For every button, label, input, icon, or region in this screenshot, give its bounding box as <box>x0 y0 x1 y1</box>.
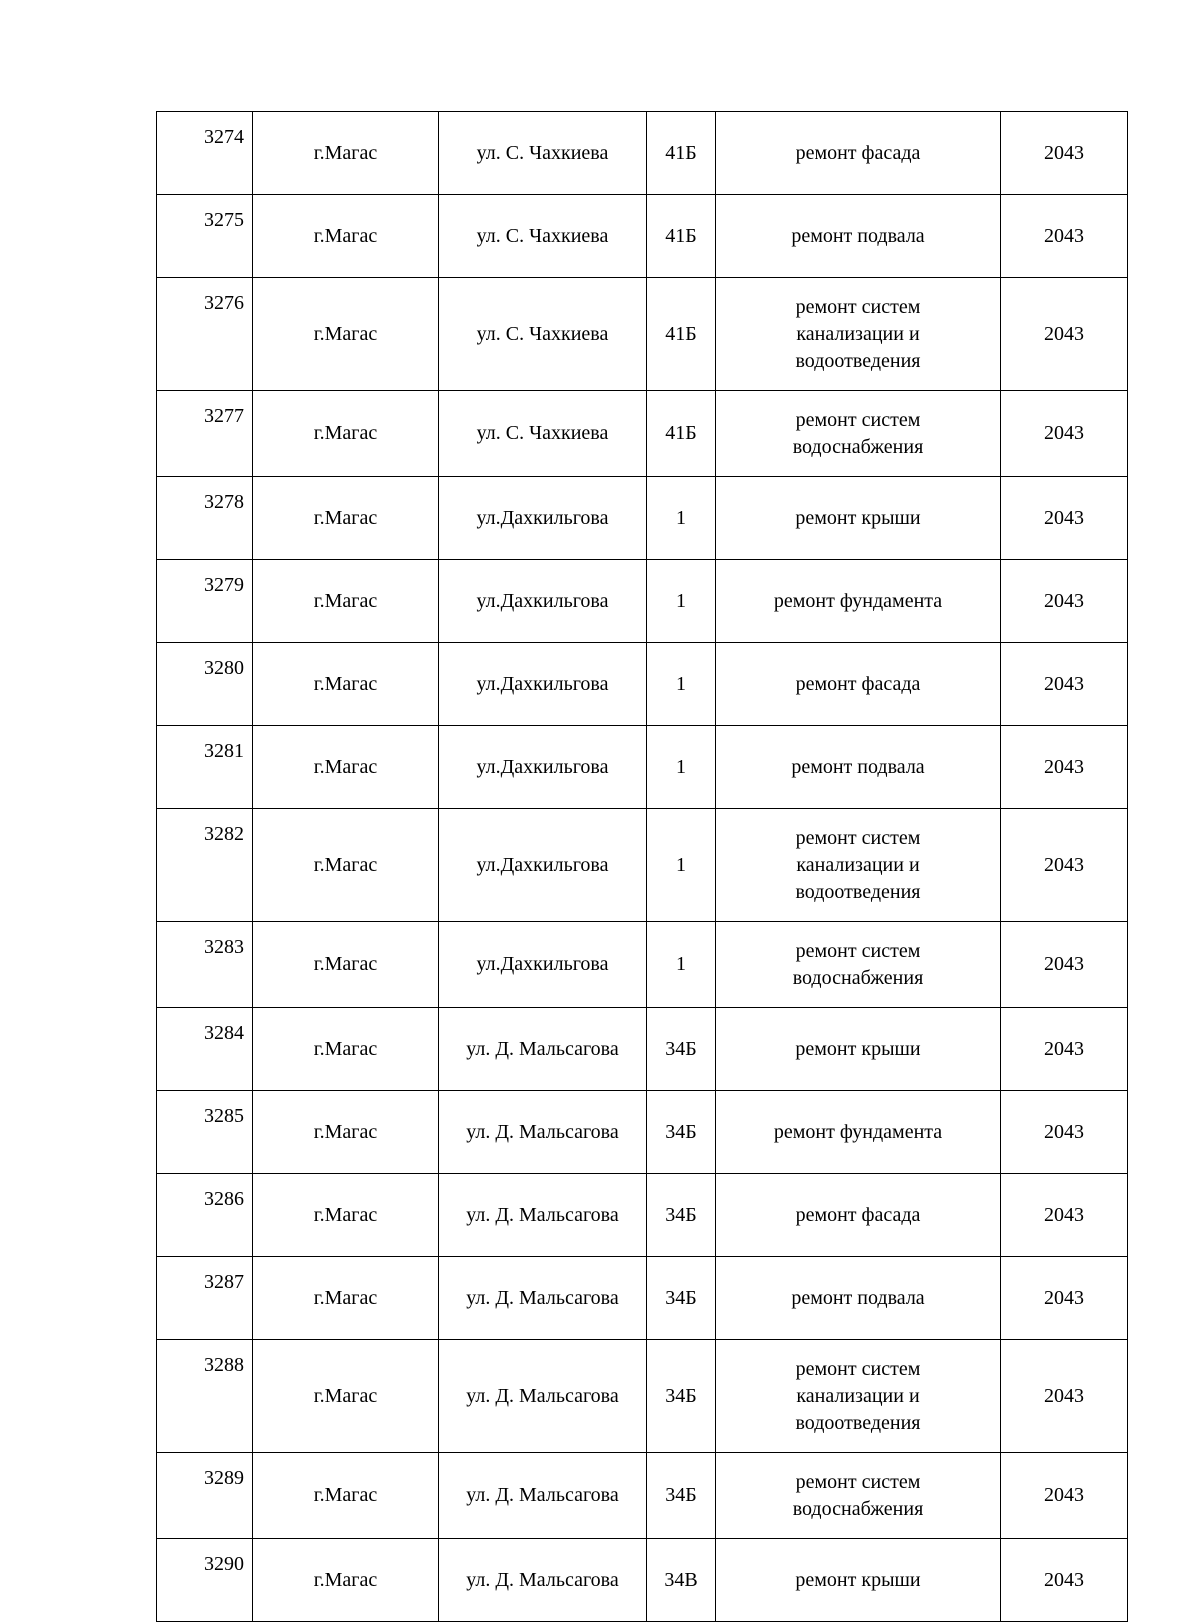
table-body <box>157 112 1128 1622</box>
year-cell: 2043 <box>1001 560 1128 643</box>
year-cell: 2043 <box>1001 1340 1128 1453</box>
work-type-line: водоотведения <box>795 1411 921 1434</box>
year-cell: 2043 <box>1001 1008 1128 1091</box>
year-cell: 2043 <box>1001 1091 1128 1174</box>
year-cell: 2043 <box>1001 1257 1128 1340</box>
house-number-cell: 34Б <box>647 1257 716 1340</box>
work-type-line: ремонт фасада <box>795 1203 921 1226</box>
work-type-line: водоотведения <box>795 349 921 372</box>
table-row <box>157 560 1128 643</box>
house-number-cell: 34Б <box>647 1174 716 1257</box>
row-number-cell: 3277 <box>157 391 253 477</box>
work-type-cell <box>716 278 1001 391</box>
city-cell: г.Магас <box>253 726 439 809</box>
work-type-cell <box>716 1257 1001 1340</box>
table-row <box>157 112 1128 195</box>
house-number-cell: 1 <box>647 643 716 726</box>
street-cell: ул. С. Чахкиева <box>439 278 647 391</box>
work-type-cell <box>716 195 1001 278</box>
table-row <box>157 809 1128 922</box>
house-number-cell: 34Б <box>647 1340 716 1453</box>
table-row <box>157 1539 1128 1622</box>
work-type-line: канализации и <box>796 1384 920 1407</box>
work-type-line: ремонт фундамента <box>773 1120 943 1143</box>
city-cell: г.Магас <box>253 391 439 477</box>
table-row <box>157 278 1128 391</box>
work-type-line: ремонт систем <box>795 1470 921 1493</box>
city-cell: г.Магас <box>253 278 439 391</box>
row-number-cell: 3283 <box>157 922 253 1008</box>
work-type-cell <box>716 1453 1001 1539</box>
work-type-cell <box>716 1091 1001 1174</box>
work-type-line: ремонт подвала <box>791 1286 925 1309</box>
house-number-cell: 41Б <box>647 278 716 391</box>
work-type-line: ремонт подвала <box>791 224 925 247</box>
work-type-line: канализации и <box>796 853 920 876</box>
house-number-cell: 1 <box>647 477 716 560</box>
row-number-cell: 3282 <box>157 809 253 922</box>
house-number-cell: 34В <box>647 1539 716 1622</box>
street-cell: ул. Д. Мальсагова <box>439 1091 647 1174</box>
street-cell: ул. Д. Мальсагова <box>439 1539 647 1622</box>
city-cell: г.Магас <box>253 1008 439 1091</box>
work-type-cell <box>716 1539 1001 1622</box>
street-cell: ул. С. Чахкиева <box>439 195 647 278</box>
city-cell: г.Магас <box>253 643 439 726</box>
city-cell: г.Магас <box>253 560 439 643</box>
street-cell: ул. Д. Мальсагова <box>439 1174 647 1257</box>
street-cell: ул.Дахкильгова <box>439 643 647 726</box>
table-row <box>157 1174 1128 1257</box>
work-type-cell <box>716 112 1001 195</box>
year-cell: 2043 <box>1001 112 1128 195</box>
year-cell: 2043 <box>1001 195 1128 278</box>
street-cell: ул. Д. Мальсагова <box>439 1008 647 1091</box>
street-cell: ул.Дахкильгова <box>439 560 647 643</box>
street-cell: ул. Д. Мальсагова <box>439 1340 647 1453</box>
work-type-line: водоснабжения <box>792 1497 924 1520</box>
row-number-cell: 3286 <box>157 1174 253 1257</box>
row-number-cell: 3279 <box>157 560 253 643</box>
city-cell: г.Магас <box>253 809 439 922</box>
work-type-line: ремонт крыши <box>795 1568 921 1591</box>
table-row <box>157 1091 1128 1174</box>
city-cell: г.Магас <box>253 477 439 560</box>
work-type-cell <box>716 922 1001 1008</box>
house-number-cell: 1 <box>647 922 716 1008</box>
year-cell: 2043 <box>1001 809 1128 922</box>
work-type-line: ремонт крыши <box>795 506 921 529</box>
work-type-cell <box>716 1174 1001 1257</box>
work-type-line: водоснабжения <box>792 966 924 989</box>
city-cell: г.Магас <box>253 112 439 195</box>
row-number-cell: 3288 <box>157 1340 253 1453</box>
row-number-cell: 3274 <box>157 112 253 195</box>
city-cell: г.Магас <box>253 922 439 1008</box>
work-type-cell <box>716 1340 1001 1453</box>
house-number-cell: 34Б <box>647 1091 716 1174</box>
work-type-line: ремонт систем <box>795 295 921 318</box>
row-number-cell: 3285 <box>157 1091 253 1174</box>
year-cell: 2043 <box>1001 477 1128 560</box>
street-cell: ул. Д. Мальсагова <box>439 1453 647 1539</box>
work-type-line: канализации и <box>796 322 920 345</box>
city-cell: г.Магас <box>253 1539 439 1622</box>
work-type-line: ремонт систем <box>795 939 921 962</box>
row-number-cell: 3276 <box>157 278 253 391</box>
row-number-cell: 3287 <box>157 1257 253 1340</box>
house-number-cell: 34Б <box>647 1453 716 1539</box>
street-cell: ул. С. Чахкиева <box>439 112 647 195</box>
table-row <box>157 1340 1128 1453</box>
work-type-cell <box>716 726 1001 809</box>
year-cell: 2043 <box>1001 391 1128 477</box>
work-type-cell <box>716 809 1001 922</box>
work-type-cell <box>716 477 1001 560</box>
table-row <box>157 922 1128 1008</box>
work-type-line: водоотведения <box>795 880 921 903</box>
work-type-line: ремонт фасада <box>795 672 921 695</box>
house-number-cell: 41Б <box>647 112 716 195</box>
house-number-cell: 1 <box>647 560 716 643</box>
work-type-line: ремонт систем <box>795 826 921 849</box>
row-number-cell: 3281 <box>157 726 253 809</box>
city-cell: г.Магас <box>253 1091 439 1174</box>
table-row <box>157 1257 1128 1340</box>
year-cell: 2043 <box>1001 1539 1128 1622</box>
year-cell: 2043 <box>1001 726 1128 809</box>
row-number-cell: 3290 <box>157 1539 253 1622</box>
work-type-cell <box>716 391 1001 477</box>
year-cell: 2043 <box>1001 922 1128 1008</box>
work-type-line: ремонт фундамента <box>773 589 943 612</box>
work-type-cell <box>716 1008 1001 1091</box>
house-number-cell: 41Б <box>647 195 716 278</box>
street-cell: ул. С. Чахкиева <box>439 391 647 477</box>
table-row <box>157 391 1128 477</box>
city-cell: г.Магас <box>253 1257 439 1340</box>
table-row <box>157 195 1128 278</box>
table-row <box>157 643 1128 726</box>
house-number-cell: 1 <box>647 726 716 809</box>
house-number-cell: 34Б <box>647 1008 716 1091</box>
table-row <box>157 1453 1128 1539</box>
house-number-cell: 41Б <box>647 391 716 477</box>
year-cell: 2043 <box>1001 1174 1128 1257</box>
work-type-cell <box>716 560 1001 643</box>
repair-schedule-table <box>156 111 1128 1622</box>
street-cell: ул.Дахкильгова <box>439 726 647 809</box>
year-cell: 2043 <box>1001 278 1128 391</box>
row-number-cell: 3275 <box>157 195 253 278</box>
house-number-cell: 1 <box>647 809 716 922</box>
city-cell: г.Магас <box>253 1174 439 1257</box>
work-type-line: ремонт фасада <box>795 141 921 164</box>
table-row <box>157 477 1128 560</box>
row-number-cell: 3278 <box>157 477 253 560</box>
work-type-line: водоснабжения <box>792 435 924 458</box>
work-type-line: ремонт систем <box>795 1357 921 1380</box>
street-cell: ул. Д. Мальсагова <box>439 1257 647 1340</box>
city-cell: г.Магас <box>253 195 439 278</box>
street-cell: ул.Дахкильгова <box>439 477 647 560</box>
work-type-cell <box>716 643 1001 726</box>
street-cell: ул.Дахкильгова <box>439 922 647 1008</box>
row-number-cell: 3289 <box>157 1453 253 1539</box>
work-type-line: ремонт крыши <box>795 1037 921 1060</box>
year-cell: 2043 <box>1001 1453 1128 1539</box>
table-row <box>157 1008 1128 1091</box>
work-type-line: ремонт подвала <box>791 755 925 778</box>
year-cell: 2043 <box>1001 643 1128 726</box>
row-number-cell: 3284 <box>157 1008 253 1091</box>
street-cell: ул.Дахкильгова <box>439 809 647 922</box>
city-cell: г.Магас <box>253 1453 439 1539</box>
city-cell: г.Магас <box>253 1340 439 1453</box>
work-type-line: ремонт систем <box>795 408 921 431</box>
row-number-cell: 3280 <box>157 643 253 726</box>
table-row <box>157 726 1128 809</box>
